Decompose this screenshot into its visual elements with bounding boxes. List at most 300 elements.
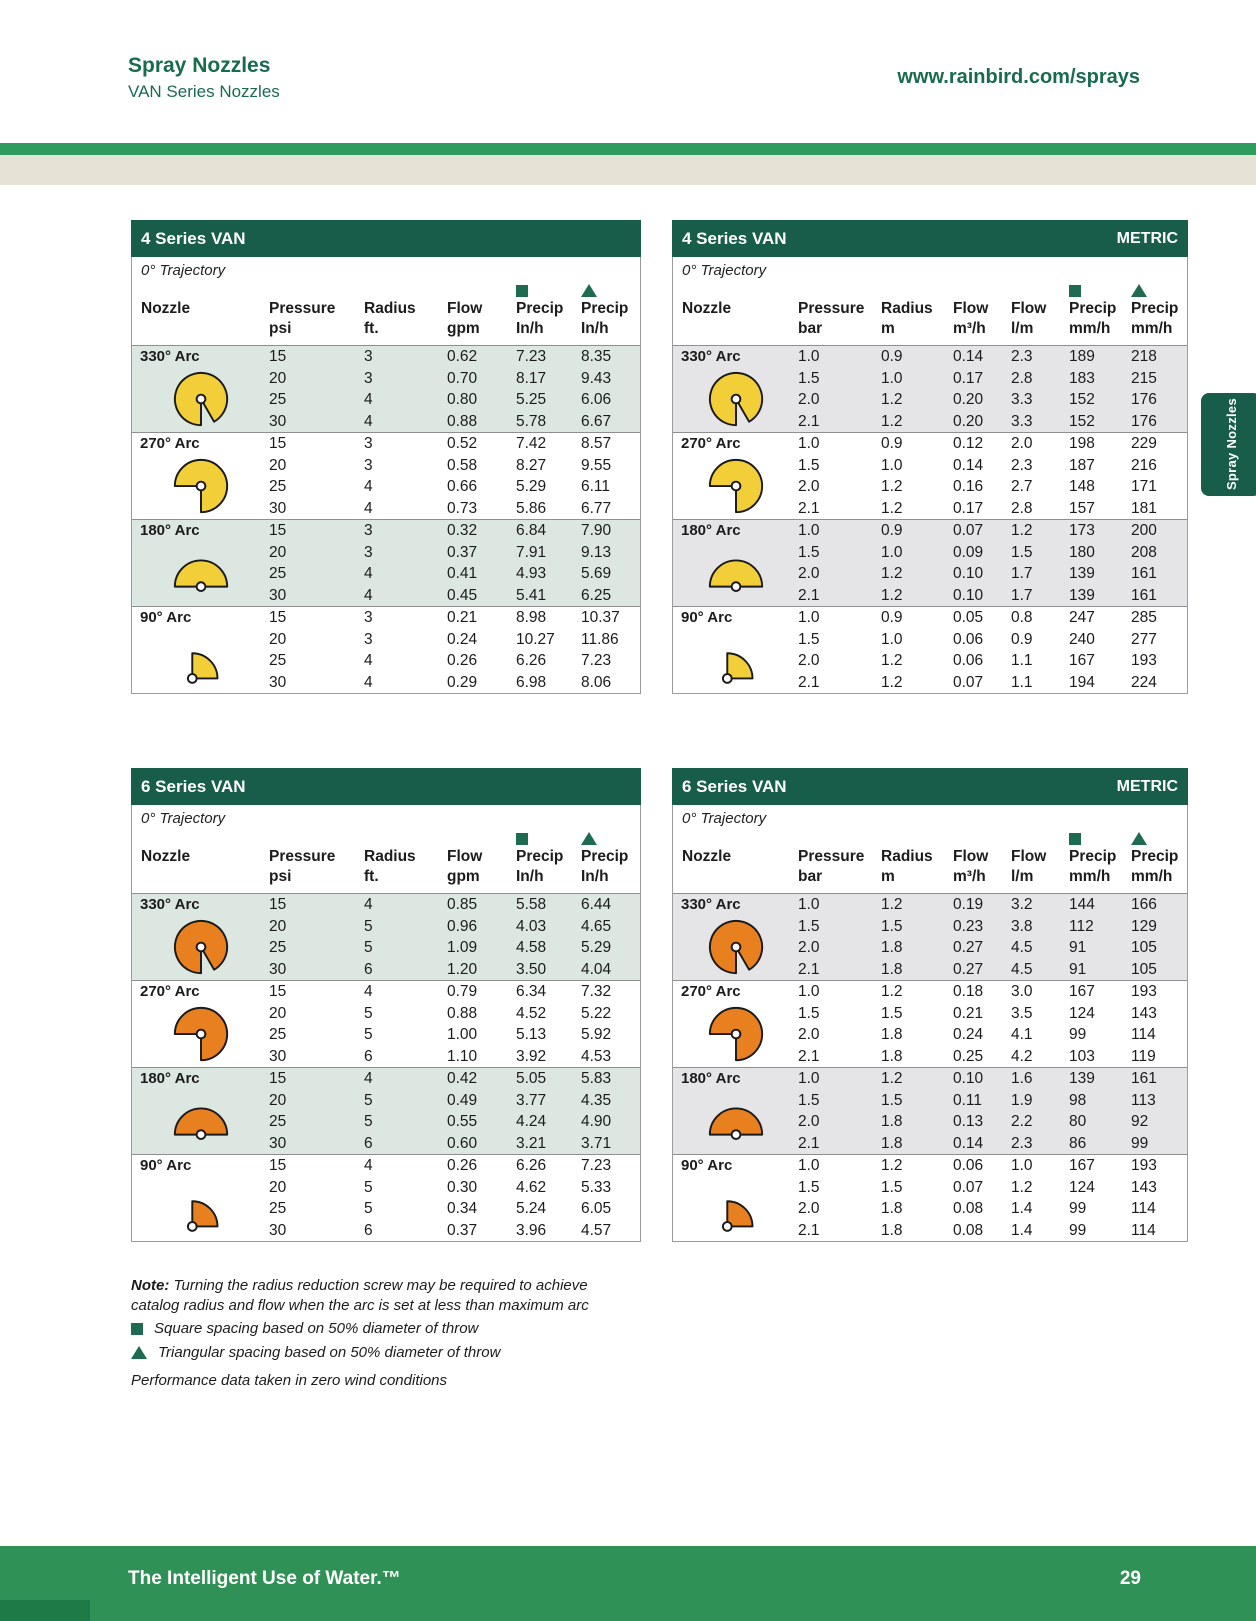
table-cell: 7.23: [581, 652, 612, 669]
table-cell: 25: [269, 939, 287, 956]
marker-slot: [141, 829, 269, 847]
table-cell: 6.06: [581, 391, 612, 408]
column-unit: psi: [269, 320, 292, 337]
table-cell: 1.0: [798, 896, 820, 913]
table-cell: 1.5: [881, 1004, 903, 1022]
table-cell: 0.20: [953, 412, 984, 430]
table-cell: 8.57: [581, 435, 612, 452]
table-cell: 4: [364, 1157, 373, 1174]
column-name: Precip: [581, 300, 629, 317]
table-cell: 15: [269, 1157, 287, 1174]
table-cell: 99: [1069, 1200, 1087, 1217]
arc-label: 330° Arc: [681, 896, 741, 913]
triangle-marker-icon: [581, 832, 597, 845]
marker-slot: [364, 829, 447, 847]
table-cell: 0.07: [953, 1178, 984, 1196]
table-cell: 1.8: [881, 1026, 903, 1043]
arc-label: 330° Arc: [140, 348, 200, 365]
triangle-marker-icon: [1131, 284, 1147, 297]
table-cell: 0.12: [953, 435, 984, 452]
table-cell: 6.11: [581, 478, 611, 495]
table-cell: 0.16: [953, 478, 984, 495]
table-cell: 1.8: [881, 1200, 903, 1217]
table-cell: 1.8: [881, 1221, 903, 1239]
table-cell: 0.14: [953, 1134, 984, 1152]
page-title: Spray Nozzles: [128, 54, 271, 77]
table-header: [132, 257, 640, 346]
table-title-bar: [672, 768, 1188, 805]
table-cell: 171: [1131, 478, 1157, 495]
table-cell: 5.22: [581, 1004, 612, 1022]
table-cell: 3.71: [581, 1134, 612, 1152]
column-name: Precip: [581, 848, 629, 865]
table-cell: 0.26: [447, 652, 478, 669]
arc-label: 90° Arc: [140, 1157, 192, 1174]
arc-section: [673, 606, 1187, 693]
square-marker-icon: [1069, 285, 1081, 297]
trajectory-label: 0° Trajectory: [141, 810, 226, 827]
table-cell: 15: [269, 983, 287, 1000]
table-cell: 0.62: [447, 348, 478, 365]
table-cell: 4.62: [516, 1178, 547, 1196]
table-cell: 0.60: [447, 1134, 478, 1152]
table-cell: 2.0: [798, 652, 820, 669]
column-header: [1011, 281, 1069, 339]
table-cell: 5.92: [581, 1026, 612, 1043]
table-cell: 4.1: [1011, 1026, 1033, 1043]
table-title: 6 Series VAN: [141, 776, 246, 796]
table-cell: 4: [364, 565, 373, 582]
column-header: [953, 281, 1011, 339]
table-cell: 15: [269, 348, 287, 365]
table-header: [673, 257, 1187, 346]
table-cell: 5: [364, 939, 373, 956]
table-cell: 0.25: [953, 1047, 984, 1065]
table-cell: 0.34: [447, 1200, 478, 1217]
table-cell: 5.05: [516, 1070, 547, 1087]
column-name: Precip: [1069, 300, 1117, 317]
nozzle-arc-icon: [673, 542, 798, 607]
table-cell: 1.0: [798, 1157, 820, 1174]
table-cell: 2.7: [1011, 478, 1033, 495]
table-cell: 0.20: [953, 391, 984, 408]
table-cell: 0.9: [881, 609, 903, 626]
arc-section: [132, 346, 640, 432]
table-body: [672, 805, 1188, 1242]
marker-slot: [1011, 829, 1069, 847]
table-cell: 15: [269, 609, 287, 626]
table-cell: 99: [1131, 1134, 1149, 1152]
table-cell: 1.2: [881, 983, 903, 1000]
nozzle-arc-icon: [673, 1003, 798, 1068]
arc-section: [673, 346, 1187, 432]
table-cell: 20: [269, 1178, 287, 1196]
table-cell: 1.20: [447, 960, 478, 978]
table-cell: 99: [1069, 1221, 1087, 1239]
table-cell: 103: [1069, 1047, 1095, 1065]
table-cell: 2.8: [1011, 369, 1033, 387]
column-name: Precip: [1069, 848, 1117, 865]
table-cell: 1.5: [881, 917, 903, 935]
arc-label: 180° Arc: [681, 522, 741, 539]
table-cell: 1.5: [1011, 543, 1033, 561]
page-footer: [0, 1546, 1256, 1621]
table-cell: 119: [1131, 1047, 1156, 1065]
table-cell: 6.34: [516, 983, 547, 1000]
table-cell: 7.32: [581, 983, 612, 1000]
arc-section: [132, 894, 640, 980]
table-cell: 1.5: [798, 456, 820, 474]
table-cell: 0.9: [1011, 630, 1033, 648]
table-title: 4 Series VAN: [141, 228, 246, 248]
arc-label: 90° Arc: [681, 609, 733, 626]
column-unit: psi: [269, 868, 292, 885]
table-cell: 25: [269, 652, 287, 669]
table-cell: 2.0: [798, 391, 820, 408]
table-cell: 240: [1069, 630, 1095, 648]
table-cell: 5.41: [516, 586, 547, 604]
table-cell: 1.2: [881, 1070, 903, 1087]
table-cell: 0.88: [447, 1004, 478, 1022]
table-cell: 0.29: [447, 673, 478, 691]
nozzle-arc-icon: [673, 1090, 798, 1155]
table-cell: 0.05: [953, 609, 984, 626]
table-cell: 0.27: [953, 960, 984, 978]
table-cell: 15: [269, 896, 287, 913]
table-cell: 1.0: [881, 630, 903, 648]
nozzle-arc-icon: [132, 629, 269, 694]
table-cell: 277: [1131, 630, 1157, 648]
table-cell: 1.2: [881, 586, 903, 604]
table-cell: 3.3: [1011, 391, 1033, 408]
column-name: Flow: [953, 300, 989, 317]
table-4-series-van-us: [131, 220, 641, 694]
triangle-marker-slot: [581, 829, 640, 847]
table-cell: 1.2: [881, 478, 903, 495]
arc-label: 180° Arc: [140, 1070, 200, 1087]
table-cell: 3: [364, 522, 373, 539]
arc-label: 180° Arc: [681, 1070, 741, 1087]
table-cell: 4.93: [516, 565, 547, 582]
table-title-bar: [131, 220, 641, 257]
header-beige-strip: [0, 155, 1256, 185]
table-cell: 0.11: [953, 1091, 983, 1109]
table-cell: 4: [364, 1070, 373, 1087]
table-cell: 1.8: [881, 1047, 903, 1065]
table-cell: 3.8: [1011, 917, 1033, 935]
table-cell: 144: [1069, 896, 1095, 913]
table-cell: 1.5: [798, 369, 820, 387]
column-name: Precip: [516, 300, 564, 317]
table-cell: 229: [1131, 435, 1157, 452]
table-cell: 0.19: [953, 896, 984, 913]
table-cell: 1.0: [798, 435, 820, 452]
table-cell: 8.35: [581, 348, 612, 365]
table-cell: 5: [364, 917, 373, 935]
table-cell: 25: [269, 1026, 287, 1043]
table-cell: 7.90: [581, 522, 612, 539]
table-cell: 0.32: [447, 522, 478, 539]
table-cell: 1.0: [798, 522, 820, 539]
table-cell: 1.8: [881, 960, 903, 978]
table-cell: 6.67: [581, 412, 612, 430]
marker-slot: [447, 829, 516, 847]
table-cell: 20: [269, 1091, 287, 1109]
arc-label: 270° Arc: [681, 435, 741, 452]
table-cell: 91: [1069, 939, 1087, 956]
table-header: [132, 805, 640, 894]
column-unit: In/h: [581, 868, 609, 885]
table-cell: 152: [1069, 391, 1095, 408]
marker-slot: [798, 829, 881, 847]
table-cell: 20: [269, 369, 287, 387]
nozzle-arc-icon: [673, 1177, 798, 1242]
arc-section: [673, 1154, 1187, 1241]
column-name: Precip: [516, 848, 564, 865]
nozzle-arc-icon: [132, 455, 269, 520]
table-cell: 7.23: [516, 348, 547, 365]
column-header: [1131, 829, 1187, 887]
triangle-marker-icon: [581, 284, 597, 297]
table-cell: 0.14: [953, 456, 984, 474]
column-name: Pressure: [798, 300, 865, 317]
table-cell: 3.21: [516, 1134, 547, 1152]
table-cell: 20: [269, 1004, 287, 1022]
table-cell: 30: [269, 1221, 287, 1239]
column-headers: [673, 829, 1187, 887]
table-cell: 10.37: [581, 609, 620, 626]
nozzle-arc-icon: [132, 542, 269, 607]
arc-label: 330° Arc: [140, 896, 200, 913]
table-cell: 0.10: [953, 565, 984, 582]
table-cell: 0.23: [953, 917, 984, 935]
section-tab-label: Spray Nozzles: [1223, 398, 1239, 491]
nozzle-arc-icon: [132, 1090, 269, 1155]
table-cell: 5.78: [516, 412, 547, 430]
table-cell: 0.73: [447, 499, 478, 517]
table-cell: 1.6: [1011, 1070, 1033, 1087]
triangle-marker-slot: [581, 281, 640, 299]
table-cell: 20: [269, 456, 287, 474]
table-cell: 4.53: [581, 1047, 612, 1065]
table-cell: 6.77: [581, 499, 612, 517]
column-header: [447, 281, 516, 339]
table-cell: 166: [1131, 896, 1157, 913]
column-header: [673, 281, 798, 339]
table-cell: 20: [269, 917, 287, 935]
table-cell: 4.52: [516, 1004, 547, 1022]
table-cell: 4: [364, 391, 373, 408]
table-cell: 1.4: [1011, 1221, 1033, 1239]
table-cell: 1.5: [881, 1178, 903, 1196]
table-cell: 6: [364, 960, 373, 978]
table-cell: 0.06: [953, 652, 984, 669]
table-cell: 4.35: [581, 1091, 612, 1109]
column-header: [516, 281, 581, 339]
table-cell: 1.2: [881, 1157, 903, 1174]
table-cell: 4: [364, 478, 373, 495]
performance-note: Performance data taken in zero wind conditions: [131, 1372, 448, 1389]
table-cell: 6.44: [581, 896, 612, 913]
table-cell: 5.33: [581, 1178, 612, 1196]
table-cell: 5: [364, 1200, 373, 1217]
column-name: Flow: [447, 848, 483, 865]
table-cell: 1.5: [798, 1178, 820, 1196]
marker-slot: [798, 281, 881, 299]
table-cell: 1.1: [1011, 673, 1033, 691]
column-name: Radius: [881, 848, 933, 865]
table-cell: 114: [1131, 1221, 1156, 1239]
table-cell: 1.5: [798, 630, 820, 648]
trajectory-label: 0° Trajectory: [682, 262, 767, 279]
table-cell: 1.7: [1011, 565, 1033, 582]
column-header: [132, 829, 269, 887]
column-unit: ft.: [364, 320, 379, 337]
table-cell: 0.10: [953, 1070, 984, 1087]
column-unit: m³/h: [953, 320, 986, 337]
table-cell: 193: [1131, 983, 1157, 1000]
table-cell: 2.0: [798, 1113, 820, 1130]
table-cell: 2.1: [798, 1134, 820, 1152]
table-cell: 5: [364, 1178, 373, 1196]
arc-section: [132, 606, 640, 693]
section-tab-spray-nozzles: [1201, 393, 1256, 496]
table-cell: 3.92: [516, 1047, 547, 1065]
arc-label: 90° Arc: [681, 1157, 733, 1174]
table-cell: 1.2: [1011, 1178, 1033, 1196]
marker-slot: [682, 829, 798, 847]
table-cell: 3.5: [1011, 1004, 1033, 1022]
table-cell: 1.9: [1011, 1091, 1033, 1109]
table-cell: 285: [1131, 609, 1157, 626]
table-cell: 4: [364, 673, 373, 691]
table-title-bar: [131, 768, 641, 805]
table-cell: 8.27: [516, 456, 547, 474]
table-cell: 161: [1131, 565, 1157, 582]
table-cell: 0.45: [447, 586, 478, 604]
column-name: Radius: [364, 848, 416, 865]
table-cell: 1.0: [798, 348, 820, 365]
table-cell: 91: [1069, 960, 1087, 978]
column-header: [1069, 281, 1131, 339]
marker-slot: [1011, 281, 1069, 299]
column-unit: m³/h: [953, 868, 986, 885]
arc-section: [132, 432, 640, 519]
table-cell: 0.42: [447, 1070, 478, 1087]
table-cell: 0.85: [447, 896, 478, 913]
table-cell: 4: [364, 652, 373, 669]
table-cell: 0.18: [953, 983, 984, 1000]
table-cell: 5.69: [581, 565, 612, 582]
table-cell: 0.14: [953, 348, 984, 365]
table-cell: 7.91: [516, 543, 547, 561]
column-header: [447, 829, 516, 887]
column-header: [798, 829, 881, 887]
table-cell: 4: [364, 896, 373, 913]
column-name: Nozzle: [682, 848, 732, 865]
legend-square-spacing: [131, 1320, 478, 1337]
column-header: [881, 829, 953, 887]
column-name: Pressure: [269, 848, 336, 865]
column-headers: [132, 281, 640, 339]
column-unit: gpm: [447, 320, 480, 337]
table-cell: 200: [1131, 522, 1157, 539]
table-cell: 0.24: [447, 630, 478, 648]
table-cell: 1.09: [447, 939, 478, 956]
table-cell: 1.0: [881, 369, 903, 387]
nozzle-arc-icon: [132, 1003, 269, 1068]
square-marker-slot: [516, 281, 581, 299]
table-cell: 3.3: [1011, 412, 1033, 430]
table-cell: 4.03: [516, 917, 547, 935]
table-cell: 1.00: [447, 1026, 478, 1043]
table-cell: 224: [1131, 673, 1157, 691]
table-cell: 0.37: [447, 543, 478, 561]
table-cell: 6.05: [581, 1200, 612, 1217]
table-cell: 0.37: [447, 1221, 478, 1239]
column-header: [269, 281, 364, 339]
table-cell: 11.86: [581, 630, 619, 648]
table-cell: 15: [269, 1070, 287, 1087]
table-cell: 5: [364, 1004, 373, 1022]
table-cell: 25: [269, 1200, 287, 1217]
table-cell: 5.58: [516, 896, 547, 913]
table-cell: 157: [1069, 499, 1095, 517]
table-cell: 124: [1069, 1004, 1095, 1022]
arc-label: 270° Arc: [681, 983, 741, 1000]
nozzle-arc-icon: [673, 368, 798, 433]
table-cell: 161: [1131, 586, 1157, 604]
table-cell: 0.10: [953, 586, 984, 604]
marker-slot: [141, 281, 269, 299]
table-cell: 9.43: [581, 369, 612, 387]
table-cell: 2.1: [798, 1047, 820, 1065]
table-cell: 2.0: [798, 1026, 820, 1043]
table-cell: 129: [1131, 917, 1157, 935]
table-cell: 9.13: [581, 543, 612, 561]
column-header: [953, 829, 1011, 887]
table-cell: 1.2: [881, 499, 903, 517]
table-cell: 4: [364, 499, 373, 517]
table-cell: 98: [1069, 1091, 1087, 1109]
table-cell: 4: [364, 586, 373, 604]
column-name: Flow: [447, 300, 483, 317]
table-cell: 9.55: [581, 456, 612, 474]
square-marker-icon: [131, 1323, 143, 1335]
column-header: [881, 281, 953, 339]
table-cell: 20: [269, 543, 287, 561]
column-name: Nozzle: [141, 300, 191, 317]
table-cell: 0.55: [447, 1113, 478, 1130]
column-header: [364, 281, 447, 339]
column-unit: l/m: [1011, 868, 1034, 885]
table-cell: 0.17: [953, 369, 984, 387]
table-cell: 0.09: [953, 543, 984, 561]
website-url: www.rainbird.com/sprays: [897, 66, 1140, 88]
table-cell: 7.23: [581, 1157, 612, 1174]
table-cell: 86: [1069, 1134, 1087, 1152]
table-cell: 20: [269, 630, 287, 648]
table-body: [131, 805, 641, 1242]
table-cell: 1.7: [1011, 586, 1033, 604]
table-cell: 8.17: [516, 369, 547, 387]
table-cell: 0.52: [447, 435, 478, 452]
table-cell: 0.08: [953, 1200, 984, 1217]
table-cell: 167: [1069, 983, 1095, 1000]
column-header: [1011, 829, 1069, 887]
table-cell: 1.1: [1011, 652, 1033, 669]
table-cell: 30: [269, 1047, 287, 1065]
